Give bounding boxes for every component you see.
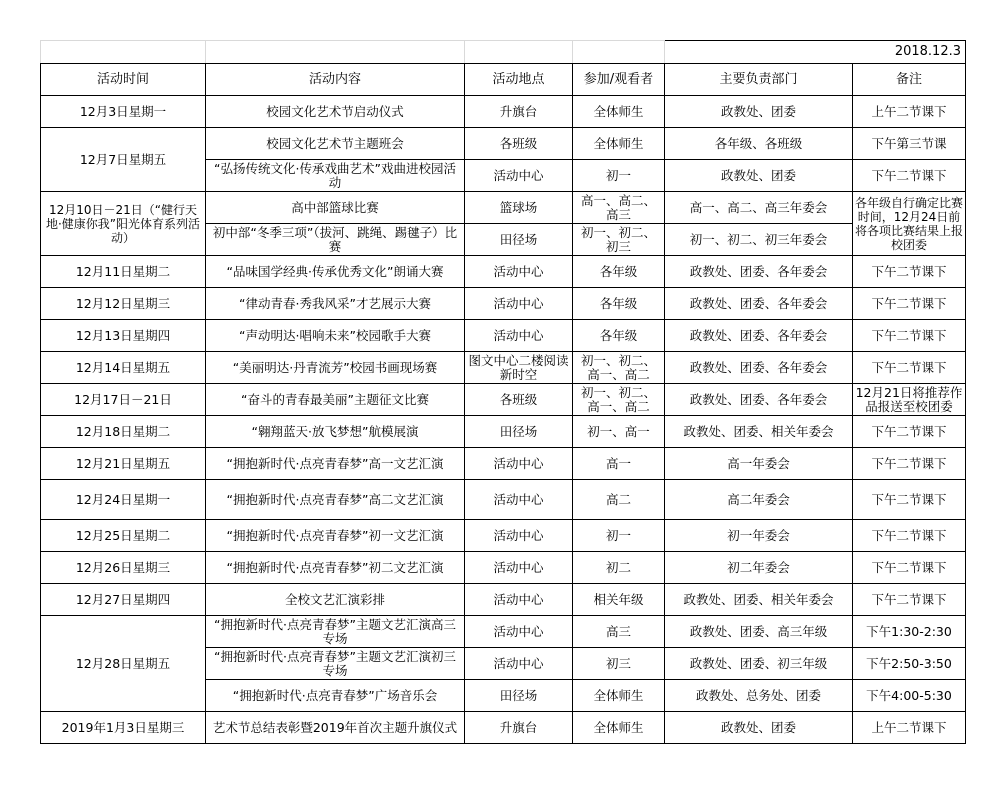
cell-audience: 各年级: [573, 288, 665, 320]
cell-audience: 初二: [573, 552, 665, 584]
cell-place: 活动中心: [465, 584, 573, 616]
table-row: [41, 448, 966, 480]
cell-content: “品味国学经典·传承优秀文化”朗诵大赛: [206, 256, 465, 288]
cell-audience: 初一: [573, 160, 665, 192]
table-row: [41, 520, 966, 552]
cell-place: 活动中心: [465, 480, 573, 520]
cell-place: 田径场: [465, 680, 573, 712]
table-row: [41, 320, 966, 352]
cell-place: 各班级: [465, 128, 573, 160]
cell-audience: 相关年级: [573, 584, 665, 616]
cell-dept: 政教处、总务处、团委: [665, 680, 853, 712]
schedule-table: [40, 40, 966, 744]
cell-content: “拥抱新时代·点亮青春梦”初一文艺汇演: [206, 520, 465, 552]
cell-dept: 高一年委会: [665, 448, 853, 480]
cell-time: 12月10日－21日（“健行天地·健康你我”阳光体育系列活动）: [41, 192, 206, 256]
cell-audience: 初一、初二、高一、高二: [573, 384, 665, 416]
cell-note: 下午第三节课: [853, 128, 966, 160]
cell-time: 12月26日星期三: [41, 552, 206, 584]
cell-dept: 高二年委会: [665, 480, 853, 520]
cell-content: 艺术节总结表彰暨2019年首次主题升旗仪式: [206, 712, 465, 744]
cell-content: 校园文化艺术节启动仪式: [206, 96, 465, 128]
table-row: [41, 128, 966, 160]
cell-place: 活动中心: [465, 616, 573, 648]
cell-content: “弘扬传统文化·传承戏曲艺术”戏曲进校园活动: [206, 160, 465, 192]
cell-note: 下午二节课下: [853, 520, 966, 552]
cell-time: 12月11日星期二: [41, 256, 206, 288]
header-audience: 参加/观看者: [573, 64, 665, 96]
header-content: 活动内容: [206, 64, 465, 96]
cell-dept: 政教处、团委、各年委会: [665, 384, 853, 416]
cell-audience: 初一、高一: [573, 416, 665, 448]
cell-place: 活动中心: [465, 288, 573, 320]
cell-time: 12月27日星期四: [41, 584, 206, 616]
cell-place: 活动中心: [465, 648, 573, 680]
cell-time: 12月25日星期二: [41, 520, 206, 552]
cell-time: 12月28日星期五: [41, 616, 206, 712]
cell-dept: 政教处、团委: [665, 160, 853, 192]
cell-audience: 全体师生: [573, 680, 665, 712]
cell-place: 活动中心: [465, 256, 573, 288]
cell-audience: 全体师生: [573, 128, 665, 160]
table-row: [41, 552, 966, 584]
cell-content: 全校文艺汇演彩排: [206, 584, 465, 616]
cell-content: “拥抱新时代·点亮青春梦”高一文艺汇演: [206, 448, 465, 480]
blank-cell: [465, 41, 573, 64]
cell-audience: 初三: [573, 648, 665, 680]
cell-content: 校园文化艺术节主题班会: [206, 128, 465, 160]
cell-content: “声动明达·唱响未来”校园歌手大赛: [206, 320, 465, 352]
cell-note: 下午2:50-3:50: [853, 648, 966, 680]
cell-place: 田径场: [465, 416, 573, 448]
cell-time: 12月7日星期五: [41, 128, 206, 192]
table-row: [41, 384, 966, 416]
cell-audience: 全体师生: [573, 96, 665, 128]
cell-place: 活动中心: [465, 160, 573, 192]
cell-place: 活动中心: [465, 520, 573, 552]
header-dept: 主要负责部门: [665, 64, 853, 96]
cell-note: 下午二节课下: [853, 480, 966, 520]
cell-place: 各班级: [465, 384, 573, 416]
cell-audience: 高一: [573, 448, 665, 480]
cell-note: 下午4:00-5:30: [853, 680, 966, 712]
cell-place: 图文中心二楼阅读新时空: [465, 352, 573, 384]
cell-content: “美丽明达·丹青流芳”校园书画现场赛: [206, 352, 465, 384]
cell-dept: 政教处、团委、相关年委会: [665, 584, 853, 616]
cell-content: “拥抱新时代·点亮青春梦”广场音乐会: [206, 680, 465, 712]
cell-place: 升旗台: [465, 96, 573, 128]
table-row: [41, 616, 966, 648]
cell-time: 12月3日星期一: [41, 96, 206, 128]
cell-note: 下午二节课下: [853, 160, 966, 192]
cell-dept: 政教处、团委、各年委会: [665, 288, 853, 320]
cell-note: 下午二节课下: [853, 352, 966, 384]
cell-audience: 初一: [573, 520, 665, 552]
table-row: [41, 584, 966, 616]
cell-content: 初中部“冬季三项”（拔河、跳绳、踢毽子）比赛: [206, 224, 465, 256]
cell-note: 上午二节课下: [853, 712, 966, 744]
table-row: [41, 416, 966, 448]
cell-place: 活动中心: [465, 448, 573, 480]
cell-dept: 各年级、各班级: [665, 128, 853, 160]
cell-content: “拥抱新时代·点亮青春梦”主题文艺汇演初三专场: [206, 648, 465, 680]
cell-time: 12月21日星期五: [41, 448, 206, 480]
cell-content: 高中部篮球比赛: [206, 192, 465, 224]
cell-dept: 政教处、团委、初三年级: [665, 648, 853, 680]
cell-note: 下午二节课下: [853, 320, 966, 352]
cell-note: 各年级自行确定比赛时间，12月24日前将各项比赛结果上报校团委: [853, 192, 966, 256]
cell-note: 下午二节课下: [853, 448, 966, 480]
cell-time: 2019年1月3日星期三: [41, 712, 206, 744]
cell-content: “拥抱新时代·点亮青春梦”高二文艺汇演: [206, 480, 465, 520]
cell-dept: 高一、高二、高三年委会: [665, 192, 853, 224]
table-row: [41, 192, 966, 224]
table-row: [41, 480, 966, 520]
cell-audience: 各年级: [573, 256, 665, 288]
table-row: [41, 288, 966, 320]
cell-dept: 政教处、团委、各年委会: [665, 352, 853, 384]
cell-audience: 高一、高二、高三: [573, 192, 665, 224]
cell-dept: 政教处、团委: [665, 712, 853, 744]
cell-dept: 政教处、团委、相关年委会: [665, 416, 853, 448]
cell-place: 活动中心: [465, 320, 573, 352]
cell-dept: 政教处、团委、各年委会: [665, 256, 853, 288]
cell-place: 升旗台: [465, 712, 573, 744]
cell-dept: 初一、初二、初三年委会: [665, 224, 853, 256]
cell-note: 下午二节课下: [853, 552, 966, 584]
blank-cell: [573, 41, 665, 64]
header-place: 活动地点: [465, 64, 573, 96]
cell-content: “律动青春·秀我风采”才艺展示大赛: [206, 288, 465, 320]
cell-dept: 政教处、团委、各年委会: [665, 320, 853, 352]
cell-time: 12月12日星期三: [41, 288, 206, 320]
date-row: [41, 41, 966, 64]
cell-audience: 高三: [573, 616, 665, 648]
blank-cell: [206, 41, 465, 64]
cell-note: 上午二节课下: [853, 96, 966, 128]
cell-content: “拥抱新时代·点亮青春梦”初二文艺汇演: [206, 552, 465, 584]
header-note: 备注: [853, 64, 966, 96]
cell-content: “拥抱新时代·点亮青春梦”主题文艺汇演高三专场: [206, 616, 465, 648]
table-row: [41, 712, 966, 744]
header-row: [41, 64, 966, 96]
cell-note: 下午二节课下: [853, 416, 966, 448]
table-row: [41, 352, 966, 384]
cell-time: 12月14日星期五: [41, 352, 206, 384]
cell-note: 12月21日将推荐作品报送至校团委: [853, 384, 966, 416]
cell-dept: 初一年委会: [665, 520, 853, 552]
table-row: [41, 96, 966, 128]
cell-note: 下午二节课下: [853, 288, 966, 320]
cell-note: 下午二节课下: [853, 256, 966, 288]
cell-note: 下午二节课下: [853, 584, 966, 616]
cell-audience: 初一、初二、高一、高二: [573, 352, 665, 384]
cell-time: 12月13日星期四: [41, 320, 206, 352]
cell-place: 田径场: [465, 224, 573, 256]
cell-dept: 初二年委会: [665, 552, 853, 584]
cell-place: 篮球场: [465, 192, 573, 224]
cell-dept: 政教处、团委: [665, 96, 853, 128]
header-time: 活动时间: [41, 64, 206, 96]
blank-cell: [41, 41, 206, 64]
cell-note: 下午1:30-2:30: [853, 616, 966, 648]
cell-time: 12月24日星期一: [41, 480, 206, 520]
cell-time: 12月17日－21日: [41, 384, 206, 416]
cell-audience: 全体师生: [573, 712, 665, 744]
cell-content: “奋斗的青春最美丽”主题征文比赛: [206, 384, 465, 416]
cell-audience: 高二: [573, 480, 665, 520]
cell-audience: 各年级: [573, 320, 665, 352]
table-row: [41, 256, 966, 288]
document-date: 2018.12.3: [665, 41, 966, 64]
cell-content: “翱翔蓝天·放飞梦想”航模展演: [206, 416, 465, 448]
cell-dept: 政教处、团委、高三年级: [665, 616, 853, 648]
cell-audience: 初一、初二、初三: [573, 224, 665, 256]
cell-time: 12月18日星期二: [41, 416, 206, 448]
cell-place: 活动中心: [465, 552, 573, 584]
